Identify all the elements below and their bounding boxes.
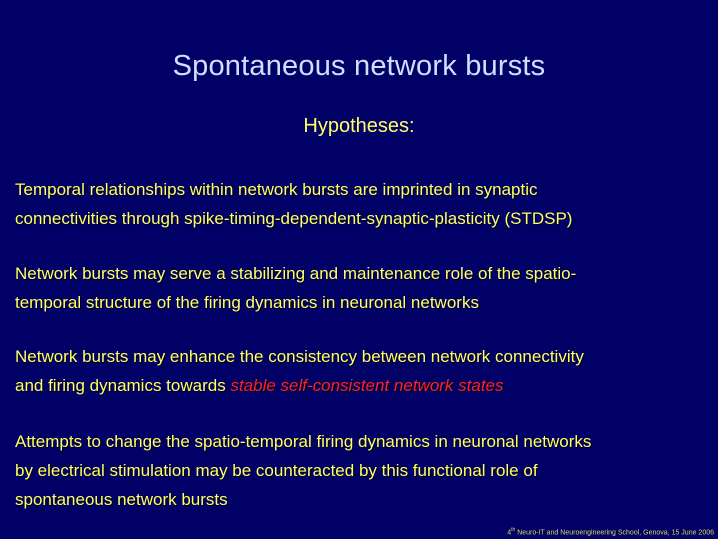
emphasis-text: stable self-consistent network states bbox=[230, 376, 504, 395]
slide-title: Spontaneous network bursts bbox=[172, 50, 546, 82]
slide-footer bbox=[507, 527, 714, 536]
paragraph-line: connectivities through spike-timing-dependent-synaptic-plasticity (STDSP) bbox=[15, 209, 573, 228]
paragraph-text: and firing dynamics towards bbox=[15, 376, 231, 395]
paragraph-line: by electrical stimulation may be counteracted by this functional role of bbox=[15, 461, 538, 480]
hypothesis-paragraph-1 bbox=[15, 175, 710, 233]
slide-subtitle: Hypotheses: bbox=[303, 115, 415, 137]
paragraph-line: Attempts to change the spatio-temporal firing dynamics in neuronal networks bbox=[15, 432, 592, 451]
paragraph-line: Network bursts may serve a stabilizing and maintenance role of the spatio- bbox=[15, 264, 577, 283]
paragraph-line: Temporal relationships within network bursts are imprinted in synaptic bbox=[15, 180, 538, 199]
paragraph-line: spontaneous network bursts bbox=[15, 490, 228, 509]
footer-text: Neuro-IT and Neuroengineering School, Genova, 15 June 2006 bbox=[515, 529, 714, 536]
hypothesis-paragraph-2 bbox=[15, 259, 710, 317]
hypothesis-paragraph-4 bbox=[15, 427, 710, 514]
paragraph-line: Network bursts may enhance the consistency between network connectivity bbox=[15, 347, 584, 366]
hypothesis-paragraph-3 bbox=[15, 342, 710, 400]
paragraph-line: temporal structure of the firing dynamics in neuronal networks bbox=[15, 293, 479, 312]
footer-number: 4 bbox=[507, 529, 512, 536]
footer-ordinal: th bbox=[511, 526, 516, 533]
paragraph-line-with-emphasis bbox=[15, 371, 710, 400]
